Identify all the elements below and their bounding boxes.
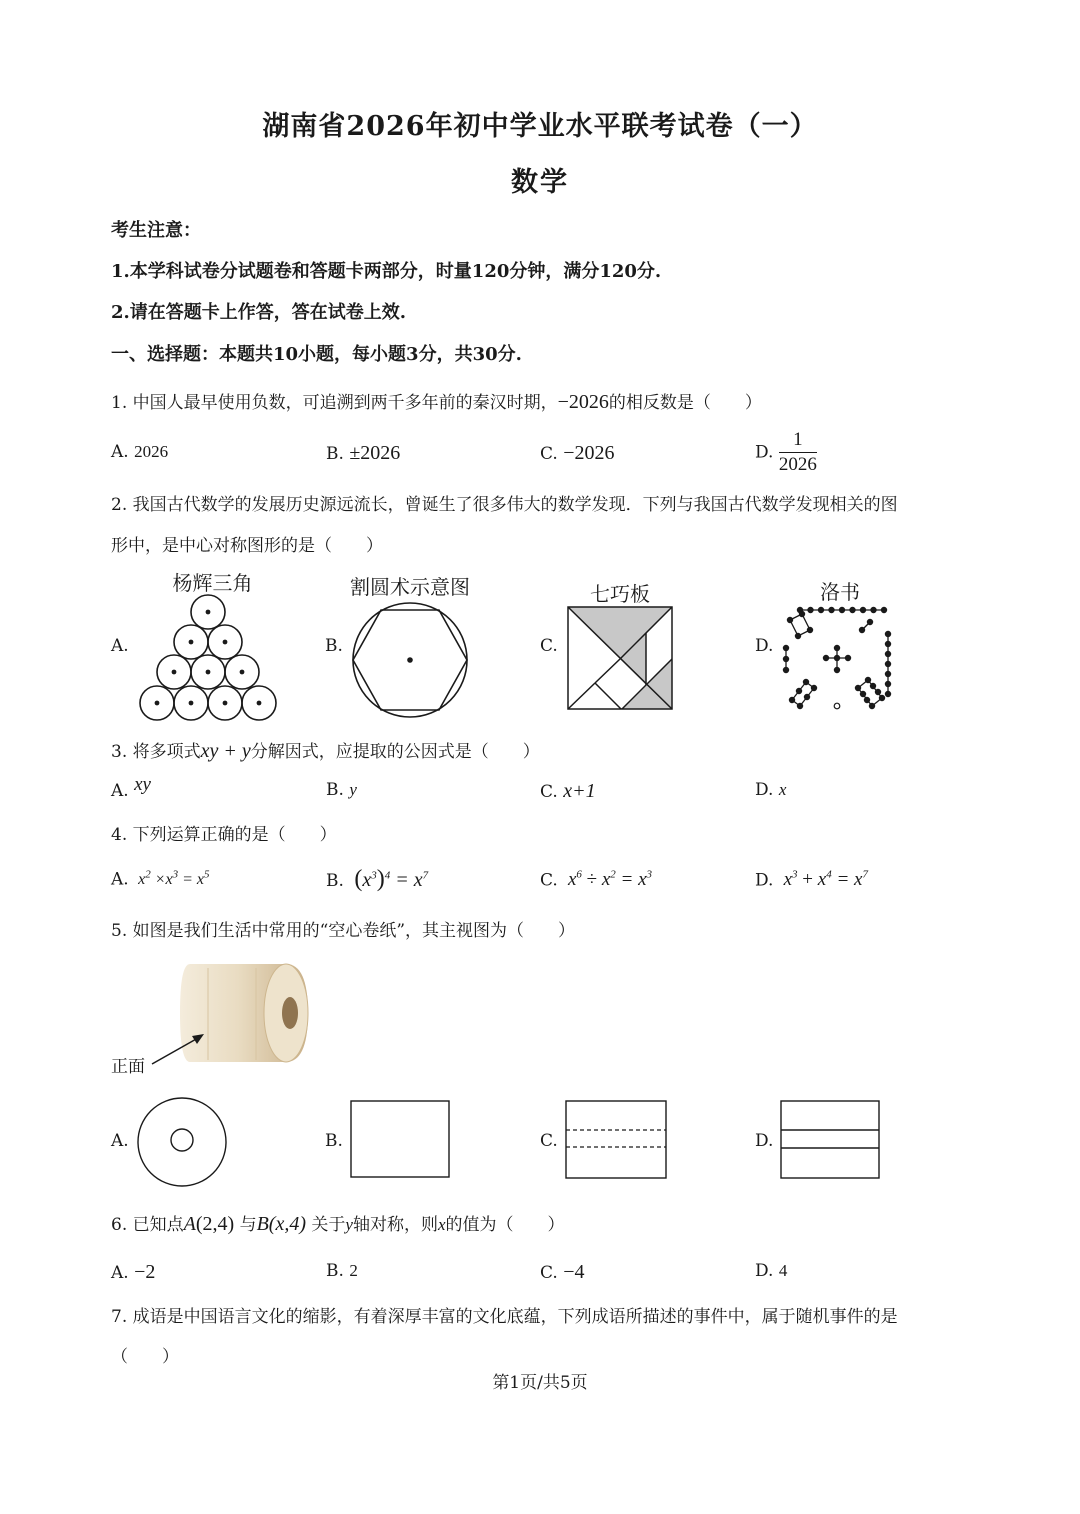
q6-option-c: C. −4 bbox=[540, 1261, 585, 1283]
q1-text-pre: 1. 中国人最早使用负数，可追溯到两千多年前的秦汉时期， bbox=[111, 393, 558, 413]
q4-c-expression: $x^6 \div x^2 = x^3$ bbox=[563, 869, 653, 891]
q5-option-b-label: B. bbox=[325, 1131, 343, 1151]
q1-option-b: B. ±2026 bbox=[326, 442, 401, 464]
question-4-stem: 4. 下列运算正确的是（ ） bbox=[111, 825, 337, 845]
q4-option-b: B. $(x^3)^4 = x^7$ bbox=[326, 866, 429, 892]
question-7-line-2: （ ） bbox=[111, 1347, 179, 1367]
q1-option-a: A. 2026 bbox=[111, 442, 169, 462]
q1-option-c: C. −2026 bbox=[540, 442, 615, 464]
q6-option-b: B. 2 bbox=[326, 1261, 358, 1281]
front-arrow bbox=[148, 1030, 208, 1070]
q1-option-d: D. $\frac{1}{2026}$ bbox=[755, 429, 817, 475]
question-2-line-1: 2. 我国古代数学的发展历史源远流长，曾诞生了很多伟大的数学发现．下列与我国古代数学发现相关的图 bbox=[111, 495, 898, 515]
q6-option-a: A. −2 bbox=[111, 1261, 156, 1283]
q5-option-d-label: D. bbox=[755, 1131, 774, 1151]
q1-d-fraction: $\frac{1}{2026}$ bbox=[778, 429, 817, 475]
q3-option-d: D. x bbox=[755, 780, 787, 800]
q2-caption-a: 杨辉三角 bbox=[172, 571, 253, 595]
question-1-stem bbox=[111, 388, 762, 414]
notice-heading: 考生注意： bbox=[111, 220, 201, 241]
question-3-stem: 3. 将多项式xy + y分解因式，应提取的公因式是（ ） bbox=[111, 740, 540, 762]
q4-a-expression: $x^2 \times x^3 = x^5$ bbox=[134, 869, 210, 889]
q4-option-c: C. $x^6 \div x^2 = x^3$ bbox=[540, 869, 653, 891]
question-2-line-2: 形中，是中心对称图形的是（ ） bbox=[111, 536, 383, 556]
q5-option-c-label: C. bbox=[540, 1131, 558, 1151]
q4-b-expression: $(x^3)^4 = x^7$ bbox=[354, 866, 429, 892]
question-7-line-1: 7. 成语是中国语言文化的缩影，有着深厚丰富的文化底蕴，下列成语所描述的事件中，属于随机事件的是 bbox=[111, 1307, 898, 1327]
front-label: 正面 bbox=[111, 1057, 145, 1077]
q5-d-solid-figure bbox=[780, 1100, 882, 1180]
q6-option-d: D. 4 bbox=[755, 1261, 788, 1281]
subject-title: 数学 bbox=[511, 167, 569, 198]
q3-option-a: A. xy bbox=[111, 774, 151, 801]
q3-option-b: B. y bbox=[326, 780, 357, 800]
q4-d-expression: $x^3 + x^4 = x^7$ bbox=[778, 869, 868, 891]
tangram-figure bbox=[566, 605, 674, 711]
q2-option-b-label: B. bbox=[325, 636, 343, 656]
question-6-stem: 6. 已知点A(2,4) 与B(x,4) 关于y轴对称，则x的值为（ ） bbox=[111, 1213, 565, 1235]
q2-caption-c: 七巧板 bbox=[590, 582, 650, 606]
notice-line-1: 1.本学科试卷分试题卷和答题卡两部分，时量120分钟，满分120分. bbox=[111, 261, 662, 282]
q4-option-a: A. $x^2 \times x^3 = x^5$ bbox=[111, 869, 210, 890]
q2-caption-d: 洛书 bbox=[820, 580, 860, 604]
page-number: 第1页/共5页 bbox=[492, 1373, 588, 1393]
q3-option-c: C. x+1 bbox=[540, 780, 596, 802]
q5-a-ring-figure bbox=[136, 1096, 228, 1188]
q2-option-d-label: D. bbox=[755, 636, 774, 656]
q3-math: xy + y bbox=[200, 740, 251, 762]
yanghui-triangle-figure bbox=[134, 594, 284, 724]
q2-option-c-label: C. bbox=[540, 636, 558, 656]
luoshu-figure bbox=[778, 604, 893, 712]
q1-text-post: 的相反数是（ ） bbox=[608, 393, 762, 413]
question-5-stem: 5. 如图是我们生活中常用的“空心卷纸”，其主视图为（ ） bbox=[111, 921, 576, 941]
notice-line-2: 2.请在答题卡上作答，答在试卷上效. bbox=[111, 302, 407, 323]
section-heading: 一、选择题：本题共10小题，每小题3分，共30分. bbox=[111, 344, 522, 365]
q4-option-d: D. $x^3 + x^4 = x^7$ bbox=[755, 869, 868, 891]
q5-c-dashed-figure bbox=[565, 1100, 669, 1180]
exam-title: 湖南省2026年初中学业水平联考试卷（一） bbox=[262, 111, 818, 142]
q1-math: −2026 bbox=[557, 391, 609, 413]
q5-b-rect-figure bbox=[350, 1100, 452, 1180]
q2-caption-b: 割圆术示意图 bbox=[350, 575, 470, 599]
q2-option-a-label: A. bbox=[111, 636, 129, 656]
circle-cutting-figure bbox=[349, 601, 471, 719]
q5-option-a-label: A. bbox=[111, 1131, 129, 1151]
